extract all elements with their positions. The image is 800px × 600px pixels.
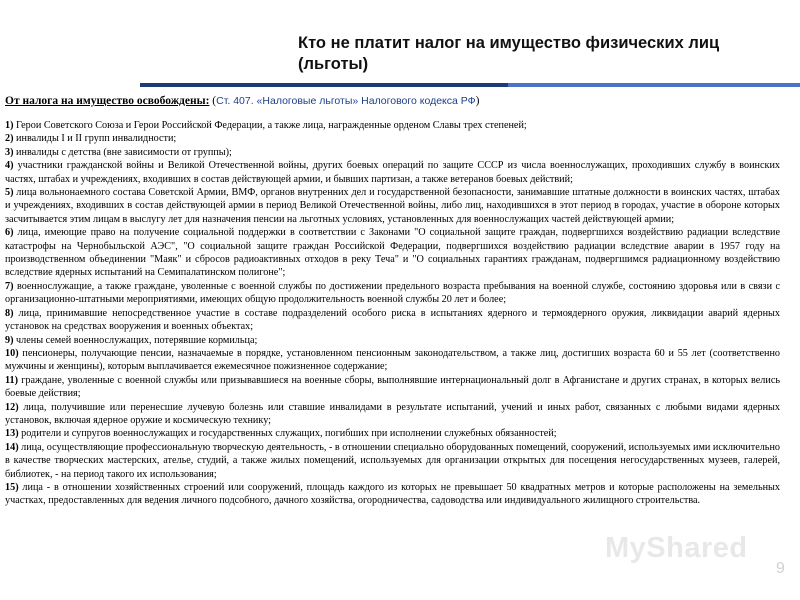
slide-title: Кто не платит налог на имущество физических лиц (льготы) bbox=[298, 34, 720, 73]
subtitle-lead: От налога на имущество освобождены: bbox=[5, 95, 210, 107]
list-item-number: 12) bbox=[5, 401, 19, 413]
subtitle bbox=[5, 94, 479, 109]
list-item-text: родители и супругов военнослужащих и государственных служащих, погибших при исполнении служебных обязанностей; bbox=[18, 428, 557, 440]
list-item-number: 11) bbox=[5, 374, 19, 386]
list-item bbox=[5, 347, 780, 374]
list-item-text: лица, получившие или перенесшие лучевую болезнь или ставшие инвалидами в результате испытаний, учений и иных работ, связанных с любыми видами ядерных установок, включая ядерное оружие и космическую технику; bbox=[5, 401, 780, 426]
list-item-text: лица, имеющие право на получение социальной поддержки в соответствии с Законами "О социальной защите граждан, подвергшихся воздействию радиации вследствие катастрофы на Чернобыльской АЭС", "О социальной защите граждан Российской Федерации, подвергшихся воздействию радиации вследствие аварии в 1957 году на производственном объединении "Маяк" и сбросов радиоактивных отходов в реку Теча" и "О социальных гарантиях гражданам, подвергшимся радиационному воздействию вследствие ядерных испытаний на Семипалатинском полигоне"; bbox=[5, 227, 780, 279]
title-underline-light bbox=[508, 83, 800, 87]
list-item-number: 3) bbox=[5, 146, 14, 158]
list-item-text: члены семей военнослужащих, потерявшие кормильца; bbox=[13, 334, 258, 346]
list-item bbox=[5, 186, 780, 226]
list-item-number: 8) bbox=[5, 307, 14, 319]
list-item bbox=[5, 280, 780, 307]
title-underline-dark bbox=[140, 83, 508, 87]
list-item bbox=[5, 374, 780, 401]
list-item bbox=[5, 307, 780, 334]
list-item bbox=[5, 159, 780, 186]
subtitle-open-paren: ( bbox=[209, 95, 217, 107]
list-item-number: 6) bbox=[5, 227, 14, 239]
list-item-text: инвалиды I и II групп инвалидности; bbox=[13, 133, 177, 145]
list-item bbox=[5, 427, 780, 440]
list-item bbox=[5, 146, 780, 159]
list-item-number: 13) bbox=[5, 428, 19, 440]
list-item-text: лица - в отношении хозяйственных строений или сооружений, площадь каждого из которых не превышает 50 квадратных метров и которые расположены на земельных участках, предоставленных для ведения личного подсобного, дачного хозяйства, огородничества, садоводства или индивидуального жилищного строительства. bbox=[5, 481, 780, 507]
exemption-list bbox=[5, 119, 780, 508]
watermark: MyShared bbox=[605, 532, 748, 564]
list-item bbox=[5, 334, 780, 347]
list-item-text: пенсионеры, получающие пенсии, назначаемые в порядке, установленном пенсионным законодательством, а также лиц, достигших возраста 60 и 55 лет (соответственно мужчины и женщины), которым выплачивается ежемесячное пожизненное содержание; bbox=[5, 347, 780, 373]
list-item-number: 7) bbox=[5, 280, 14, 292]
subtitle-close-paren: ) bbox=[475, 95, 480, 107]
list-item bbox=[5, 441, 780, 481]
list-item-text: Герои Советского Союза и Герои Российской Федерации, а также лица, награжденные орденом Славы трех степеней; bbox=[13, 120, 527, 131]
list-item-number: 14) bbox=[5, 441, 19, 453]
list-item-number: 4) bbox=[5, 160, 14, 172]
list-item-number: 2) bbox=[5, 133, 14, 145]
list-item bbox=[5, 132, 780, 145]
list-item bbox=[5, 481, 780, 508]
subtitle-law-reference: Ст. 407. «Налоговые льготы» Налогового кодекса РФ bbox=[216, 95, 476, 107]
list-item bbox=[5, 401, 780, 428]
list-item-text: участники гражданской войны и Великой Отечественной войны, других боевых операций по защите СССР из числа военнослужащих, проходивших службу в воинских частях, штабах и учреждениях, входивших в состав действующей армии, и бывших партизан, а также ветеранов боевых действий; bbox=[5, 160, 780, 185]
list-item-number: 9) bbox=[5, 334, 14, 346]
list-item-text: лица вольнонаемного состава Советской Армии, ВМФ, органов внутренних дел и государственной безопасности, занимавшие штатные должности в воинских частях, штабах и учреждениях, входивших в состав действующей армии в период Великой Отечественной войны, либо лиц, находившихся в этот период в городах, участие в обороне которых засчитывается этим лицам в выслугу лет для назначения пенсии на льготных условиях, установленных для военнослужащих частей действующей армии; bbox=[5, 187, 780, 225]
list-item-text: инвалиды с детства (вне зависимости от группы); bbox=[13, 146, 232, 158]
list-item-number: 10) bbox=[5, 347, 19, 359]
page-number: 9 bbox=[776, 560, 785, 577]
list-item-text: военнослужащие, а также граждане, уволенные с военной службы по достижении предельного возраста пребывания на военной службе, состоянию здоровья или в связи с организационно-штатными мероприятиями, имеющих общую продолжительность военной службы 20 лет и более; bbox=[5, 280, 780, 306]
list-item-text: лица, осуществляющие профессиональную творческую деятельность, - в отношении специально оборудованных помещений, сооружений, используемых ими исключительно в качестве творческих мастерских, ателье, студий, а также жилых помещений, используемых для организации открытых для посещения негосударственных музеев, галерей, библиотек, - на период такого их использования; bbox=[5, 441, 780, 480]
list-item-text: лица, принимавшие непосредственное участие в составе подразделений особого риска в испытаниях ядерного и термоядерного оружия, ликвидации аварий ядерных установок на средствах вооружения и военных объектах; bbox=[5, 307, 780, 333]
list-item-number: 15) bbox=[5, 481, 19, 493]
list-item bbox=[5, 226, 780, 280]
list-item-text: граждане, уволенные с военной службы или призывавшиеся на военные сборы, выполнявшие интернациональный долг в Афганистане и других странах, в которых велись боевые действия; bbox=[5, 374, 780, 400]
list-item-number: 1) bbox=[5, 120, 14, 131]
list-item bbox=[5, 119, 780, 132]
list-item-number: 5) bbox=[5, 187, 14, 199]
